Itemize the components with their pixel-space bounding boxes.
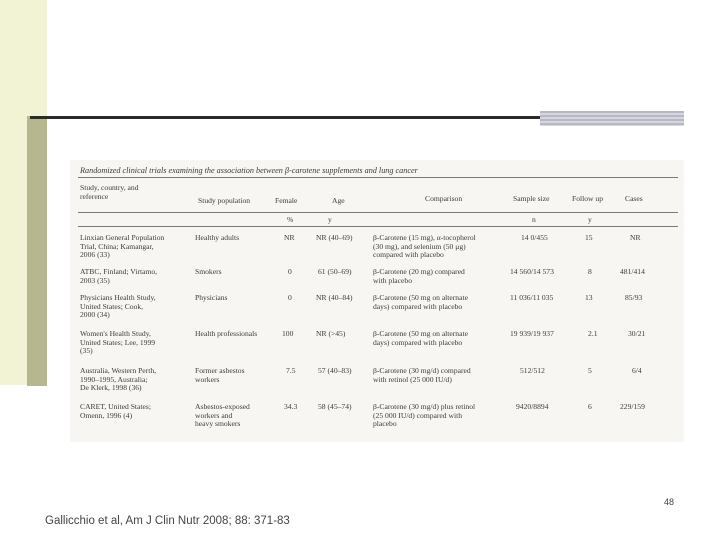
cell-cases: 85/93 xyxy=(625,293,643,302)
cell-study: Women's Health Study, United States; Lee, 1999 (35) xyxy=(80,329,156,356)
cell-female: NR xyxy=(284,233,295,242)
cell-age: NR (40–84) xyxy=(316,293,353,302)
cell-population: Healthy adults xyxy=(195,233,240,242)
unit-sample: n xyxy=(532,215,536,224)
header-female: Female xyxy=(275,196,298,205)
page-number: 48 xyxy=(664,497,675,507)
cell-population: Smokers xyxy=(195,267,222,276)
cell-study: ATBC, Finland; Virtamo, 2003 (35) xyxy=(80,267,158,285)
cell-sample: 14 0/455 xyxy=(521,233,548,242)
cell-age: 57 (40–83) xyxy=(318,366,352,375)
header-comparison: Comparison xyxy=(425,194,463,203)
cell-cases: 229/159 xyxy=(620,402,645,411)
cell-age: NR (>45) xyxy=(316,329,346,338)
cell-sample: 19 939/19 937 xyxy=(510,329,554,338)
header-cases: Cases xyxy=(625,194,643,203)
header-population: Study population xyxy=(198,196,251,205)
cell-cases: 30/21 xyxy=(628,329,646,338)
cell-cases: 481/414 xyxy=(620,267,645,276)
units-divider xyxy=(78,226,678,227)
cell-follow: 8 xyxy=(588,267,592,276)
cell-population: Former asbestos workers xyxy=(195,366,245,384)
cell-age: 61 (50–69) xyxy=(318,267,352,276)
cell-sample: 512/512 xyxy=(520,366,545,375)
cell-study: CARET, United States; Omenn, 1996 (4) xyxy=(80,402,151,420)
cell-female: 7.5 xyxy=(286,366,296,375)
cell-comparison: β-Carotene (30 mg/d) compared with retinol (25 000 IU/d) xyxy=(373,366,471,384)
header-follow: Follow up xyxy=(572,194,604,203)
table-image xyxy=(70,160,684,442)
header-age: Age xyxy=(332,196,345,205)
table-title: Randomized clinical trials examining the association between β-carotene supplements and lung cancer xyxy=(80,166,418,175)
cell-age: 58 (45–74) xyxy=(318,402,352,411)
cell-follow: 15 xyxy=(585,233,593,242)
cell-comparison: β-Carotene (20 mg) compared with placebo xyxy=(373,267,465,285)
citation: Gallicchio et al, Am J Clin Nutr 2008; 88: 371-83 xyxy=(45,515,290,527)
cell-female: 0 xyxy=(288,293,292,302)
cell-sample: 9420/8894 xyxy=(516,402,549,411)
cell-female: 100 xyxy=(282,329,294,338)
header-study: Study, country, and reference xyxy=(80,183,139,201)
unit-female: % xyxy=(287,215,294,224)
title-rule-block xyxy=(540,111,684,126)
cell-study: Physicians Health Study, United States; Cook, 2000 (34) xyxy=(80,293,156,320)
cell-cases: 6/4 xyxy=(632,366,642,375)
cell-female: 34.3 xyxy=(284,402,298,411)
unit-follow: y xyxy=(588,215,592,224)
table-top-rule xyxy=(78,177,678,178)
cell-comparison: β-Carotene (30 mg/d) plus retinol (25 000 IU/d) compared with placebo xyxy=(373,402,476,429)
cell-age: NR (40–69) xyxy=(316,233,353,242)
cell-comparison: β-Carotene (50 mg on alternate days) compared with placebo xyxy=(373,293,468,311)
title-rule xyxy=(30,116,540,119)
cell-comparison: β-Carotene (15 mg), α-tocopherol (30 mg), and selenium (50 μg) compared with placebo xyxy=(373,233,476,260)
cell-comparison: β-Carotene (50 mg on alternate days) compared with placebo xyxy=(373,329,468,347)
cell-follow: 2.1 xyxy=(588,329,598,338)
cell-study: Linxian General Population Trial, China; Kamangar, 2006 (33) xyxy=(80,233,165,260)
cell-cases: NR xyxy=(630,233,641,242)
cell-population: Asbestos-exposed workers and heavy smokers xyxy=(195,402,250,429)
unit-age: y xyxy=(328,215,332,224)
header-sample: Sample size xyxy=(513,194,550,203)
cell-follow: 13 xyxy=(585,293,593,302)
left-accent-edge xyxy=(27,116,47,386)
cell-sample: 14 560/14 573 xyxy=(510,267,554,276)
cell-follow: 5 xyxy=(588,366,592,375)
header-divider xyxy=(78,212,678,213)
cell-sample: 11 036/11 035 xyxy=(510,293,554,302)
cell-population: Physicians xyxy=(195,293,228,302)
cell-population: Health professionals xyxy=(195,329,258,338)
cell-study: Australia, Western Perth, 1990–1995, Australia; De Klerk, 1998 (36) xyxy=(80,366,157,393)
cell-follow: 6 xyxy=(588,402,592,411)
cell-female: 0 xyxy=(288,267,292,276)
